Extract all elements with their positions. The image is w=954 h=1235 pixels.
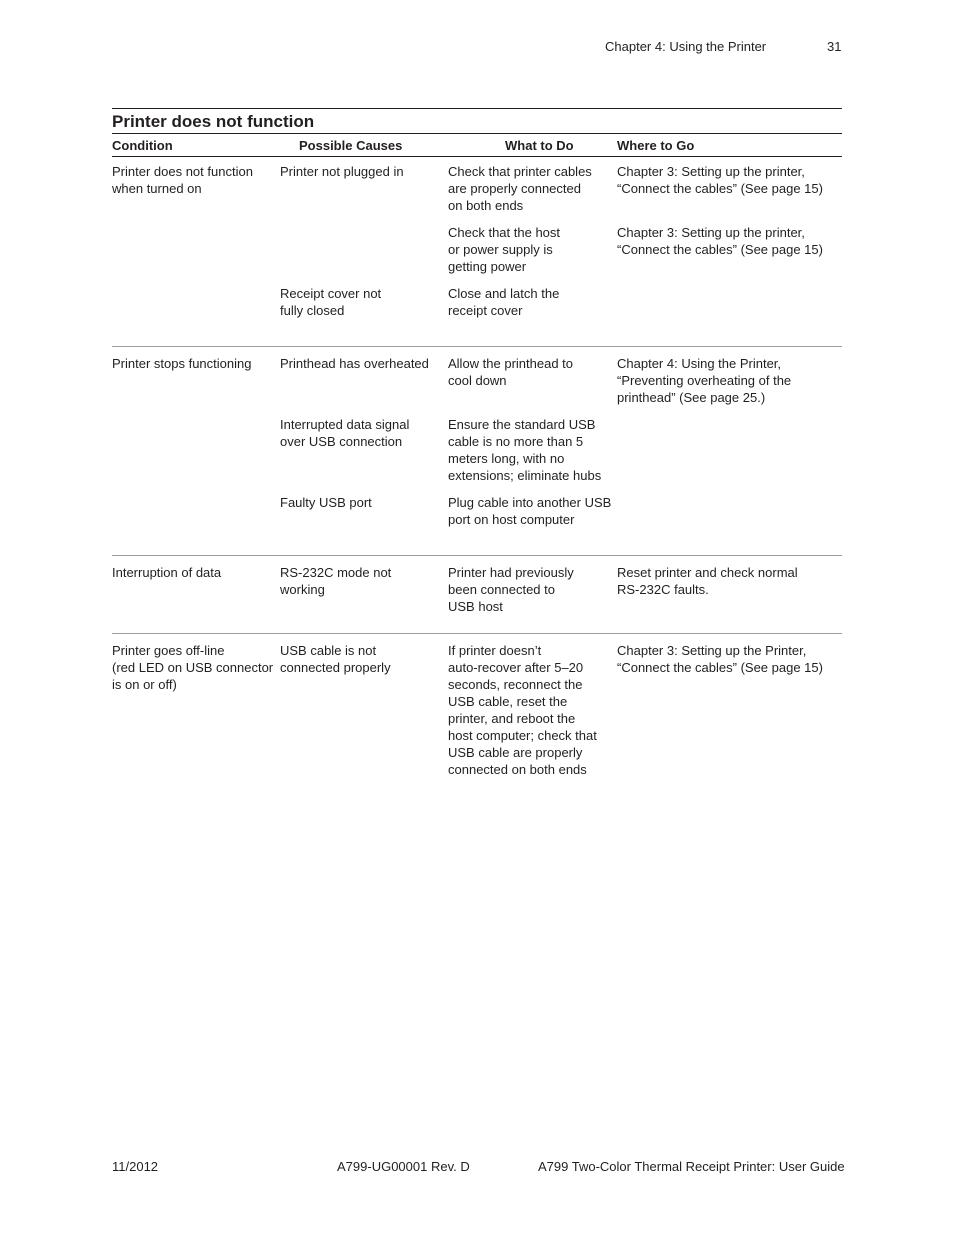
condition-cell: Interruption of data <box>112 565 222 580</box>
action-cell: Printer had previously been connected to USB host <box>448 565 574 614</box>
footer-date: 11/2012 <box>112 1159 159 1174</box>
where-cell: Chapter 3: Setting up the Printer, “Connect the cables” (See page 15) <box>617 643 823 675</box>
section-title: Printer does not function <box>112 112 315 131</box>
where-cell: Chapter 3: Setting up the printer, “Connect the cables” (See page 15) <box>617 225 823 257</box>
action-cell: Allow the printhead to cool down <box>448 356 574 388</box>
action-cell: If printer doesn’t auto-recover after 5–20 seconds, reconnect the USB cable, reset the printer, and reboot the host computer; check that USB cable are properly connected on both ends <box>448 643 597 777</box>
running-header-chapter: Chapter 4: Using the Printer <box>605 39 767 54</box>
column-header-condition: Condition <box>112 138 173 153</box>
action-cell: Close and latch the receipt cover <box>448 286 560 318</box>
where-cell: Chapter 4: Using the Printer, “Preventing overheating of the printhead” (See page 25.) <box>617 356 792 405</box>
cause-cell: Interrupted data signal over USB connection <box>280 417 410 449</box>
column-header-where-to-go: Where to Go <box>617 138 695 153</box>
page-number: 31 <box>827 39 842 54</box>
table-header <box>112 134 842 156</box>
footer-document-title: A799 Two-Color Thermal Receipt Printer: User Guide <box>538 1159 845 1174</box>
table-group <box>112 347 842 555</box>
column-header-what-to-do: What to Do <box>505 138 574 153</box>
condition-cell: Printer does not function when turned on <box>112 164 253 196</box>
table-group <box>112 634 842 794</box>
footer-document-number: A799-UG00001 Rev. D <box>337 1159 470 1174</box>
action-cell: Check that printer cables are properly connected on both ends <box>448 164 592 213</box>
cause-cell: RS-232C mode not working <box>280 565 392 597</box>
condition-cell: Printer goes off-line (red LED on USB connector is on or off) <box>112 643 274 692</box>
column-header-causes: Possible Causes <box>299 138 403 153</box>
cause-cell: Printhead has overheated <box>280 356 429 371</box>
table-group <box>112 157 842 346</box>
where-cell: Reset printer and check normal RS-232C faults. <box>617 565 798 597</box>
cause-cell: Faulty USB port <box>280 495 372 510</box>
table-group <box>112 556 842 633</box>
troubleshooting-section <box>112 108 842 794</box>
action-cell: Ensure the standard USB cable is no more than 5 meters long, with no extensions; eliminate hubs <box>448 417 602 483</box>
cause-cell: USB cable is not connected properly <box>280 643 391 675</box>
action-cell: Check that the host or power supply is getting power <box>448 225 561 274</box>
section-top-rule <box>112 108 842 109</box>
where-cell: Chapter 3: Setting up the printer, “Connect the cables” (See page 15) <box>617 164 823 196</box>
action-cell: Plug cable into another USB port on host computer <box>448 495 612 527</box>
cause-cell: Receipt cover not fully closed <box>280 286 382 318</box>
condition-cell: Printer stops functioning <box>112 356 252 371</box>
cause-cell: Printer not plugged in <box>280 164 404 179</box>
